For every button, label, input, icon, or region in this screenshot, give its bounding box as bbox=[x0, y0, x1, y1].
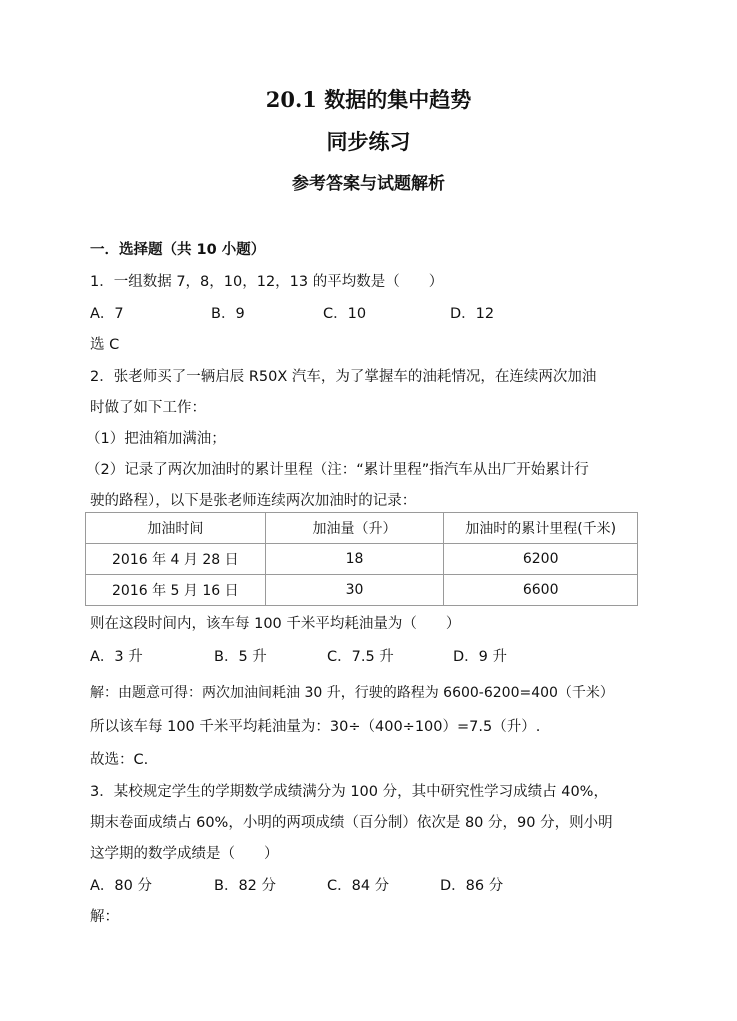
q1-option-b: B．9 bbox=[211, 306, 245, 322]
q2-question: 则在这段时间内，该车每 100 千米平均耗油量为（ ） bbox=[90, 616, 461, 632]
q1-option-c: C．10 bbox=[323, 306, 367, 322]
q2-option-c: C．7.5 升 bbox=[327, 649, 394, 665]
q2-step1: （1）把油箱加满油； bbox=[86, 431, 226, 447]
table-cell: 6600 bbox=[444, 575, 638, 606]
table-cell: 2016 年 5 月 16 日 bbox=[86, 575, 266, 606]
q3-solution-start: 解： bbox=[90, 909, 119, 925]
table-cell: 6200 bbox=[444, 544, 638, 575]
q1-answer: 选 C bbox=[90, 337, 120, 353]
table-cell: 18 bbox=[265, 544, 444, 575]
table-cell: 2016 年 4 月 28 日 bbox=[86, 544, 266, 575]
q2-stem-line2: 时做了如下工作： bbox=[90, 400, 206, 416]
table-cell: 30 bbox=[265, 575, 444, 606]
q1-option-a: A．7 bbox=[90, 306, 124, 322]
q3-stem-line1: 3．某校规定学生的学期数学成绩满分为 100 分，其中研究性学习成绩占 40%， bbox=[90, 784, 608, 800]
q3-option-a: A．80 分 bbox=[90, 878, 152, 894]
q2-solution-line2: 所以该车每 100 千米平均耗油量为：30÷（400÷100）=7.5（升）. bbox=[90, 719, 541, 735]
q3-option-b: B．82 分 bbox=[214, 878, 277, 894]
q2-step2-line1: （2）记录了两次加油时的累计里程（注：“累计里程”指汽车从出厂开始累计行 bbox=[86, 462, 589, 478]
table-header-cell: 加油时间 bbox=[86, 513, 266, 544]
q3-stem-line2: 期末卷面成绩占 60%，小明的两项成绩（百分制）依次是 80 分，90 分，则小明 bbox=[90, 815, 613, 831]
q2-solution-line1: 解：由题意可得：两次加油间耗油 30 升，行驶的路程为 6600-6200=400（千米） bbox=[90, 685, 614, 701]
q2-option-d: D．9 升 bbox=[453, 649, 507, 665]
q2-option-a: A．3 升 bbox=[90, 649, 143, 665]
document-subtitle: 同步练习 bbox=[326, 129, 411, 154]
q3-option-c: C．84 分 bbox=[327, 878, 390, 894]
table-header-row bbox=[86, 513, 638, 544]
table-row bbox=[86, 544, 638, 575]
section-title: 参考答案与试题解析 bbox=[292, 174, 445, 194]
q2-stem-line1: 2．张老师买了一辆启辰 R50X 汽车，为了掌握车的油耗情况，在连续两次加油 bbox=[90, 369, 597, 385]
table-row bbox=[86, 575, 638, 606]
q2-answer: 故选：C. bbox=[90, 752, 149, 768]
q2-step2-line2: 驶的路程），以下是张老师连续两次加油时的记录： bbox=[90, 493, 417, 509]
table-header-cell: 加油时的累计里程(千米) bbox=[444, 513, 638, 544]
q2-option-b: B．5 升 bbox=[214, 649, 267, 665]
document-title: 20.1 数据的集中趋势 bbox=[265, 87, 472, 112]
q1-stem: 1．一组数据 7，8，10，12，13 的平均数是（ ） bbox=[90, 274, 444, 290]
q1-option-d: D．12 bbox=[450, 306, 495, 322]
table-header-cell: 加油量（升） bbox=[265, 513, 444, 544]
refuel-record-table bbox=[85, 512, 638, 606]
q3-option-d: D．86 分 bbox=[440, 878, 504, 894]
section-heading: 一．选择题（共 10 小题） bbox=[90, 242, 266, 258]
q3-stem-line3: 这学期的数学成绩是（ ） bbox=[90, 846, 279, 862]
